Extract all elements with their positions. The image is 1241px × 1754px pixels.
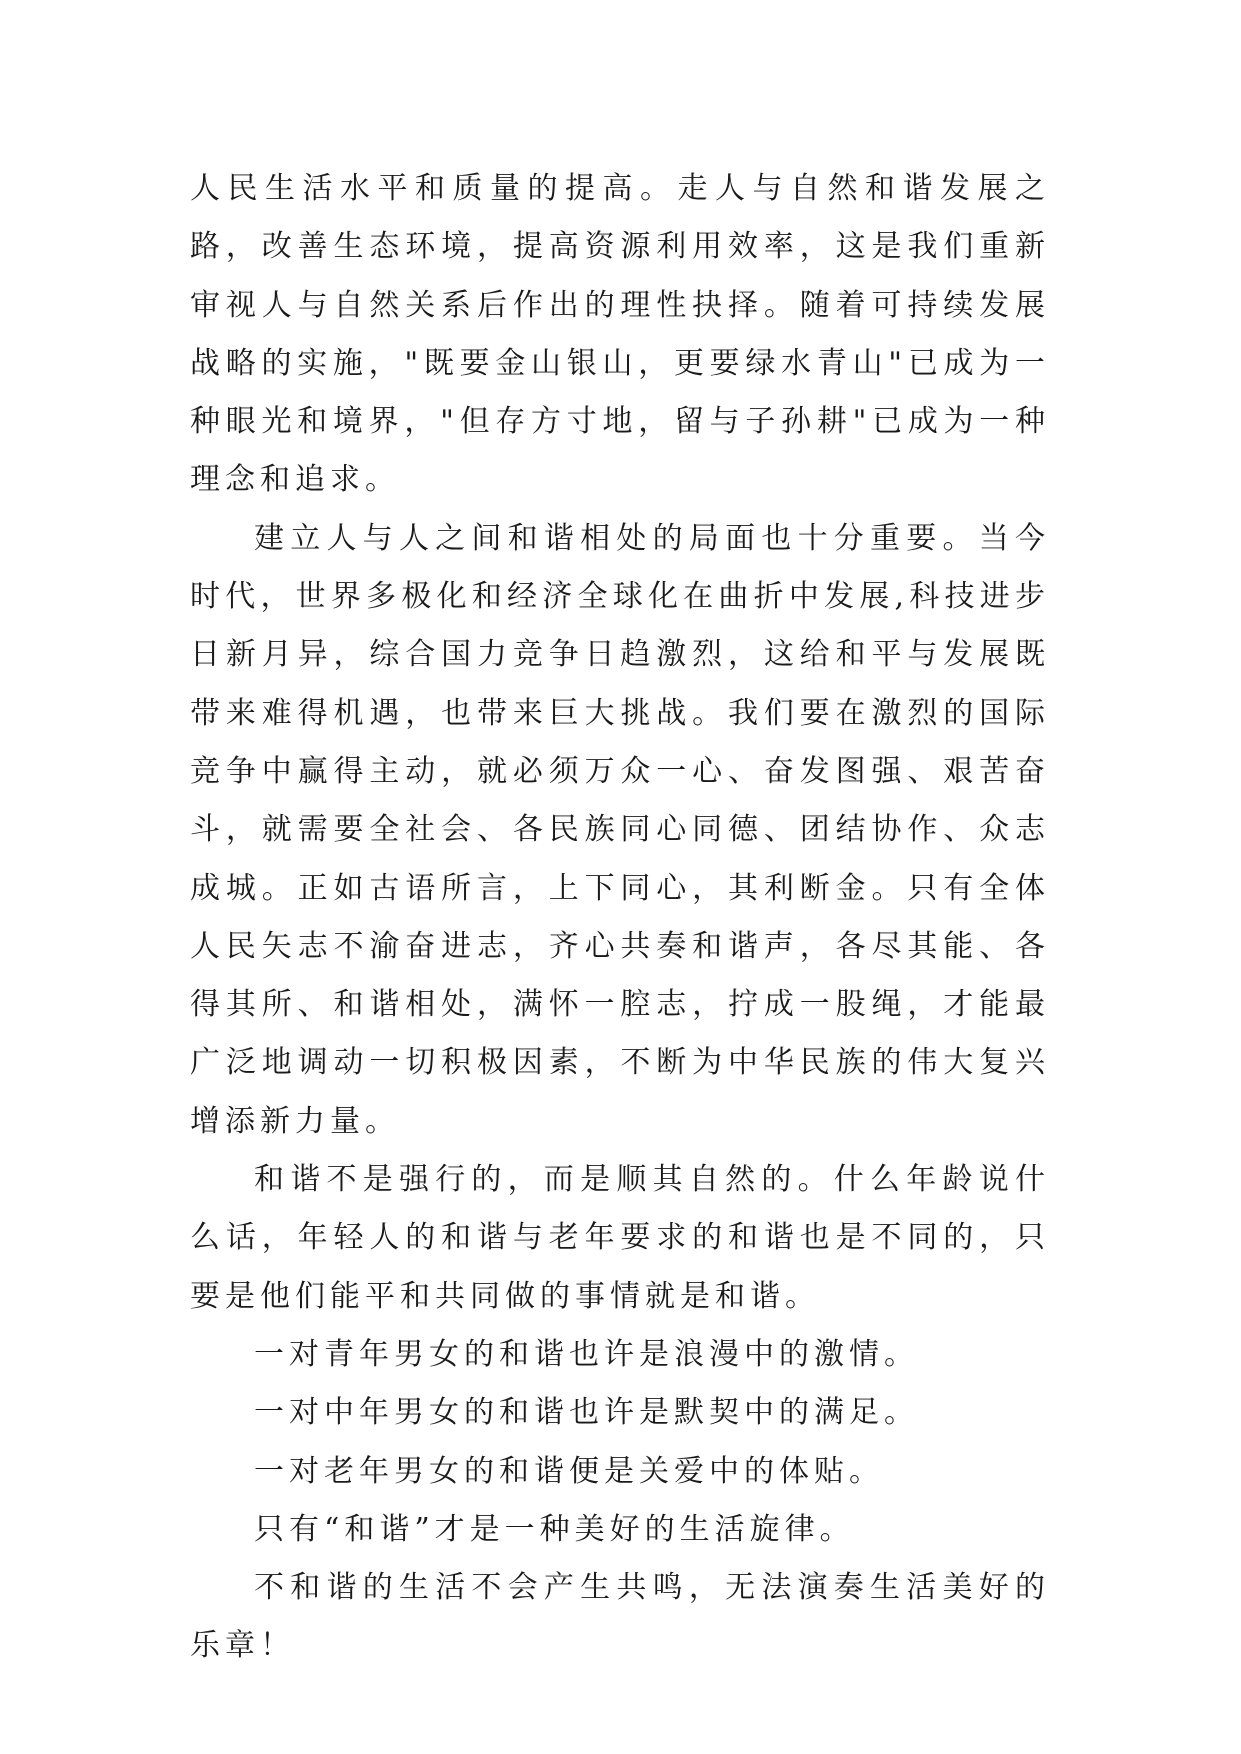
paragraph-life-melody: 只有“和谐”才是一种美好的生活旋律。 xyxy=(254,1511,855,1547)
paragraph-natural-harmony: 和谐不是强行的，而是顺其自然的。什么年龄说什么话，年轻人的和谐与老年要求的和谐也是不同的，只要是他们能平和共同做的事情就是和谐。 xyxy=(190,1162,1050,1314)
paragraph-conclusion: 不和谐的生活不会产生共鸣，无法演奏生活美好的乐章！ xyxy=(190,1570,1050,1664)
paragraph-interpersonal-harmony: 建立人与人之间和谐相处的局面也十分重要。当今时代，世界多极化和经济全球化在曲折中发展,科技进步日新月异，综合国力竞争日趋激烈，这给和平与发展既带来难得机遇，也带来巨大挑战。我们要在激烈的国际竞争中赢得主动，就必须万众一心、奋发图强、艰苦奋斗，就需要全社会、各民族同心同德、团结协作、众志成城。正如古语所言，上下同心，其利断金。只有全体人民矢志不渝奋进志，齐心共奏和谐声，各尽其能、各得其所、和谐相处，满怀一腔志，拧成一股绳，才能最广泛地调动一切积极因素，不断为中华民族的伟大复兴增添新力量。 xyxy=(190,520,1050,1139)
paragraph-elderly-couple: 一对老年男女的和谐便是关爱中的体贴。 xyxy=(254,1453,884,1489)
paragraph-middle-aged-couple: 一对中年男女的和谐也许是默契中的满足。 xyxy=(254,1395,919,1431)
paragraph-young-couple: 一对青年男女的和谐也许是浪漫中的激情。 xyxy=(254,1336,919,1372)
paragraph-continuation: 人民生活水平和质量的提高。走人与自然和谐发展之路，改善生态环境，提高资源利用效率，这是我们重新审视人与自然关系后作出的理性抉择。随着可持续发展战略的实施，"既要金山银山，更要绿水青山"已成为一种眼光和境界，"但存方寸地，留与子孙耕"已成为一种理念和追求。 xyxy=(190,171,1050,498)
document-page xyxy=(190,160,1050,1676)
